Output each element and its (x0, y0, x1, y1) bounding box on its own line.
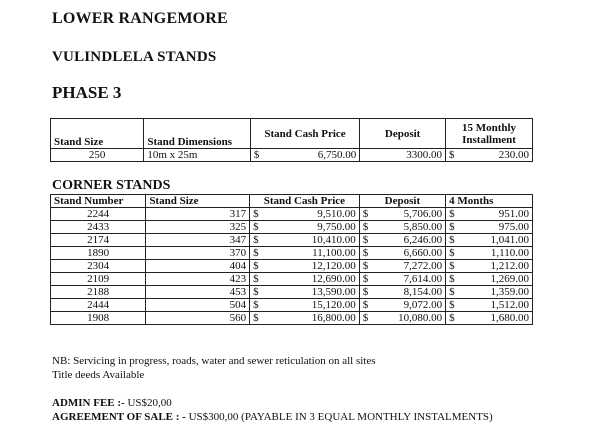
header-stand-dimensions: Stand Dimensions (144, 119, 251, 149)
cell-currency: $ (359, 273, 373, 286)
cell-deposit: 5,850.00 (374, 221, 446, 234)
cell-monthly: 1,512.00 (460, 299, 533, 312)
cell-currency: $ (446, 260, 460, 273)
table-row (51, 208, 533, 221)
standard-table-header (51, 119, 533, 149)
cell-deposit: 7,614.00 (374, 273, 446, 286)
cell-currency: $ (446, 208, 460, 221)
cell-stand-dimensions: 10m x 25m (144, 149, 251, 162)
cell-monthly: 951.00 (460, 208, 533, 221)
cell-monthly: 1,110.00 (460, 247, 533, 260)
cell-deposit: 6,246.00 (374, 234, 446, 247)
cell-deposit: 10,080.00 (374, 312, 446, 325)
table-row (51, 299, 533, 312)
header-installment (446, 119, 533, 149)
table-row (51, 286, 533, 299)
cell-deposit: 8,154.00 (374, 286, 446, 299)
cell-stand-number: 2444 (51, 299, 146, 312)
cell-cash-price: 12,120.00 (264, 260, 359, 273)
cell-stand-size: 504 (146, 299, 250, 312)
header-installment-line1: 15 Monthly (461, 121, 517, 134)
notes-block (52, 354, 376, 382)
document-subtitle: VULINDLELA STANDS (52, 49, 217, 65)
cell-currency: $ (250, 299, 264, 312)
cell-stand-number: 2244 (51, 208, 146, 221)
cell-currency: $ (250, 234, 264, 247)
cell-cash-price: 10,410.00 (264, 234, 359, 247)
cell-stand-number: 2109 (51, 273, 146, 286)
cell-stand-number: 1908 (51, 312, 146, 325)
cell-cash-price: 9,750.00 (264, 221, 359, 234)
note-servicing: NB: Servicing in progress, roads, water and sewer reticulation on all sites (52, 355, 376, 367)
cell-monthly: 1,680.00 (460, 312, 533, 325)
cell-monthly: 975.00 (460, 221, 533, 234)
header-stand-cash-price: Stand Cash Price (250, 119, 359, 149)
fees-block (52, 396, 493, 424)
cell-currency: $ (446, 286, 460, 299)
cell-stand-number: 2433 (51, 221, 146, 234)
cell-stand-size: 423 (146, 273, 250, 286)
cell-stand-size: 347 (146, 234, 250, 247)
header-months: 4 Months (446, 195, 533, 208)
cell-cash-price: 13,590.00 (264, 286, 359, 299)
cell-stand-size: 250 (51, 149, 144, 162)
table-row (51, 312, 533, 325)
header-stand-number: Stand Number (51, 195, 146, 208)
cell-installment: 230.00 (460, 149, 533, 162)
cell-cash-price: 16,800.00 (264, 312, 359, 325)
table-row (51, 221, 533, 234)
cell-cash-price: 15,120.00 (264, 299, 359, 312)
cell-cash-price: 12,690.00 (264, 273, 359, 286)
cell-currency: $ (250, 312, 264, 325)
cell-currency: $ (359, 247, 373, 260)
cell-currency: $ (359, 286, 373, 299)
admin-fee-line (52, 396, 493, 410)
cell-stand-number: 2304 (51, 260, 146, 273)
cell-currency: $ (359, 299, 373, 312)
cell-cash-price: 6,750.00 (265, 149, 360, 162)
cell-currency: $ (250, 221, 264, 234)
phase-heading: PHASE 3 (52, 83, 122, 102)
cell-currency: $ (446, 247, 460, 260)
table-row (51, 273, 533, 286)
cell-currency: $ (446, 234, 460, 247)
agreement-of-sale-line (52, 410, 493, 424)
cell-currency: $ (446, 221, 460, 234)
cell-currency: $ (250, 273, 264, 286)
corner-table-body (51, 208, 533, 325)
cell-deposit: 3300.00 (360, 149, 446, 162)
cell-currency: $ (359, 234, 373, 247)
cell-currency: $ (250, 286, 264, 299)
cell-monthly: 1,212.00 (460, 260, 533, 273)
agreement-of-sale-value: US$300,00 (PAYABLE IN 3 EQUAL MONTHLY INSTALMENTS) (185, 411, 493, 423)
cell-currency: $ (250, 208, 264, 221)
cell-currency: $ (250, 260, 264, 273)
cell-stand-number: 2174 (51, 234, 146, 247)
agreement-of-sale-label: AGREEMENT OF SALE : - (52, 411, 186, 423)
cell-stand-number: 2188 (51, 286, 146, 299)
cell-stand-size: 404 (146, 260, 250, 273)
cell-currency: $ (359, 260, 373, 273)
cell-monthly: 1,269.00 (460, 273, 533, 286)
cell-currency: $ (446, 299, 460, 312)
header-deposit: Deposit (360, 119, 446, 149)
corner-stands-table (50, 194, 533, 325)
cell-monthly: 1,359.00 (460, 286, 533, 299)
cell-currency: $ (446, 149, 460, 162)
table-row (51, 247, 533, 260)
corner-stands-title: CORNER STANDS (52, 178, 171, 193)
cell-deposit: 9,072.00 (374, 299, 446, 312)
header-installment-line2: Installment (462, 133, 516, 146)
cell-stand-size: 325 (146, 221, 250, 234)
header-deposit: Deposit (359, 195, 445, 208)
table-row (51, 234, 533, 247)
cell-cash-price: 11,100.00 (264, 247, 359, 260)
header-stand-cash-price: Stand Cash Price (250, 195, 360, 208)
admin-fee-label: ADMIN FEE :- (52, 397, 125, 409)
note-title-deeds: Title deeds Available (52, 369, 145, 381)
cell-stand-size: 317 (146, 208, 250, 221)
cell-currency: $ (359, 312, 373, 325)
cell-currency: $ (446, 312, 460, 325)
cell-deposit: 6,660.00 (374, 247, 446, 260)
cell-monthly: 1,041.00 (460, 234, 533, 247)
corner-table-header (51, 195, 533, 208)
cell-currency: $ (250, 149, 264, 162)
table-row (51, 260, 533, 273)
cell-stand-size: 560 (146, 312, 250, 325)
cell-currency: $ (446, 273, 460, 286)
cell-currency: $ (359, 221, 373, 234)
table-row (51, 149, 533, 162)
header-stand-size: Stand Size (51, 119, 144, 149)
standard-stand-table (50, 118, 533, 162)
cell-stand-size: 370 (146, 247, 250, 260)
cell-stand-size: 453 (146, 286, 250, 299)
cell-deposit: 5,706.00 (374, 208, 446, 221)
admin-fee-value: US$20,00 (124, 397, 172, 409)
header-stand-size: Stand Size (146, 195, 250, 208)
cell-stand-number: 1890 (51, 247, 146, 260)
document-title: LOWER RANGEMORE (52, 10, 228, 27)
cell-currency: $ (359, 208, 373, 221)
cell-currency: $ (250, 247, 264, 260)
cell-cash-price: 9,510.00 (264, 208, 359, 221)
cell-deposit: 7,272.00 (374, 260, 446, 273)
